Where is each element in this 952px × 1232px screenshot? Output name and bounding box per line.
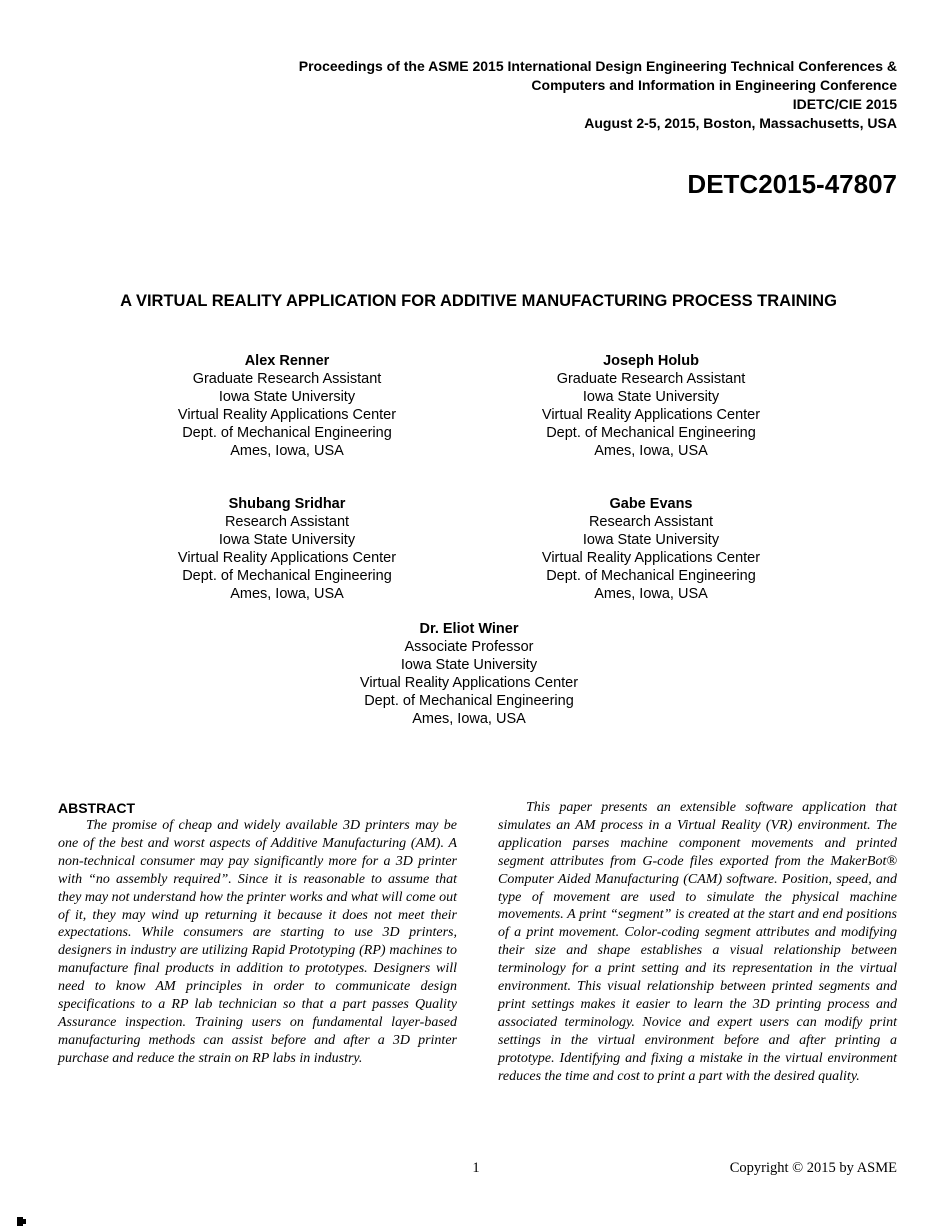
author-location: Ames, Iowa, USA — [230, 586, 344, 602]
proceedings-line: August 2-5, 2015, Boston, Massachusetts, USA — [584, 115, 897, 131]
author-block — [501, 495, 801, 603]
author-name: Dr. Eliot Winer — [419, 621, 519, 637]
abstract-heading: ABSTRACT — [58, 800, 135, 816]
author-university: Iowa State University — [582, 389, 720, 405]
author-block — [501, 352, 801, 460]
author-department: Dept. of Mechanical Engineering — [182, 425, 392, 441]
author-center: Virtual Reality Applications Center — [177, 407, 397, 423]
author-university: Iowa State University — [218, 532, 356, 548]
abstract-column-left — [58, 817, 457, 1068]
author-name: Joseph Holub — [603, 353, 699, 369]
author-block — [137, 352, 437, 460]
proceedings-line: Computers and Information in Engineering Conference — [531, 77, 897, 93]
author-center: Virtual Reality Applications Center — [541, 550, 761, 566]
paper-id: DETC2015-47807 — [687, 169, 897, 199]
author-position: Graduate Research Assistant — [556, 371, 746, 387]
paper-title: A VIRTUAL REALITY APPLICATION FOR ADDITIVE MANUFACTURING PROCESS TRAINING — [120, 292, 837, 310]
author-block — [319, 620, 619, 728]
author-position: Graduate Research Assistant — [192, 371, 382, 387]
author-location: Ames, Iowa, USA — [230, 443, 344, 459]
proceedings-line: IDETC/CIE 2015 — [792, 96, 897, 112]
abstract-paragraph: This paper presents an extensible software application that simulates an AM process in a Virtual Reality (VR) environment. The application parses machine component movements and printed segment attributes from G-code files exported from the MakerBot® Computer Aided Manufacturing (CAM) software. Position, speed, and type of movement are used to simulate the physical machine movements. A print “segment” is created at the start and end positions of a print movement. Color-coding segment attributes and modifying their size and shape establishes a visual relationship between terminology for a print setting and its representation in the virtual environment. This visual relationship between printed segments and print settings makes it easier to learn the 3D printing process and associated terminology. Novice and expert users can modify print settings in the virtual environment before and after printing a prototype. Identifying and fixing a mistake in the virtual environment reduces the time and cost to print a part with the desired quality. — [498, 800, 897, 1084]
author-university: Iowa State University — [218, 389, 356, 405]
author-university: Iowa State University — [582, 532, 720, 548]
copyright-notice: Copyright © 2015 by ASME — [729, 1160, 897, 1176]
scan-mark-icon — [17, 1217, 26, 1226]
author-position: Associate Professor — [404, 639, 534, 655]
proceedings-line: Proceedings of the ASME 2015 International Design Engineering Technical Conferences & — [298, 58, 897, 74]
author-location: Ames, Iowa, USA — [412, 711, 526, 727]
author-location: Ames, Iowa, USA — [594, 586, 708, 602]
author-position: Research Assistant — [588, 514, 714, 530]
author-name: Alex Renner — [244, 353, 330, 369]
abstract-column-right — [498, 799, 897, 1086]
author-department: Dept. of Mechanical Engineering — [182, 568, 392, 584]
proceedings-header — [137, 57, 897, 133]
author-center: Virtual Reality Applications Center — [541, 407, 761, 423]
author-department: Dept. of Mechanical Engineering — [546, 568, 756, 584]
author-university: Iowa State University — [400, 657, 538, 673]
author-center: Virtual Reality Applications Center — [359, 675, 579, 691]
abstract-paragraph: The promise of cheap and widely available 3D printers may be one of the best and worst aspects of Additive Manufacturing (AM). A non-technical consumer may pay significantly more for a 3D printer with “no assembly required”. Since it is reasonable to assume that they may not understand how the printer works and what will come out of it, they may wind up returning it because it does not meet their expectations. While consumers are starting to use 3D printers, designers in industry are utilizing Rapid Prototyping (RP) machines to manufacture final products in addition to prototypes. Designers will need to know AM principles in order to communicate design specifications to a RP lab technician so that a part passes Quality Assurance inspection. Training users on fundamental layer-based manufacturing methods can assist before and after a 3D printer purchase and reduce the strain on RP labs in industry. — [58, 818, 457, 1066]
author-department: Dept. of Mechanical Engineering — [364, 693, 574, 709]
author-block — [137, 495, 437, 603]
author-name: Shubang Sridhar — [228, 496, 346, 512]
page-number: 1 — [472, 1160, 480, 1176]
author-center: Virtual Reality Applications Center — [177, 550, 397, 566]
author-name: Gabe Evans — [609, 496, 693, 512]
author-department: Dept. of Mechanical Engineering — [546, 425, 756, 441]
author-position: Research Assistant — [224, 514, 350, 530]
author-location: Ames, Iowa, USA — [594, 443, 708, 459]
